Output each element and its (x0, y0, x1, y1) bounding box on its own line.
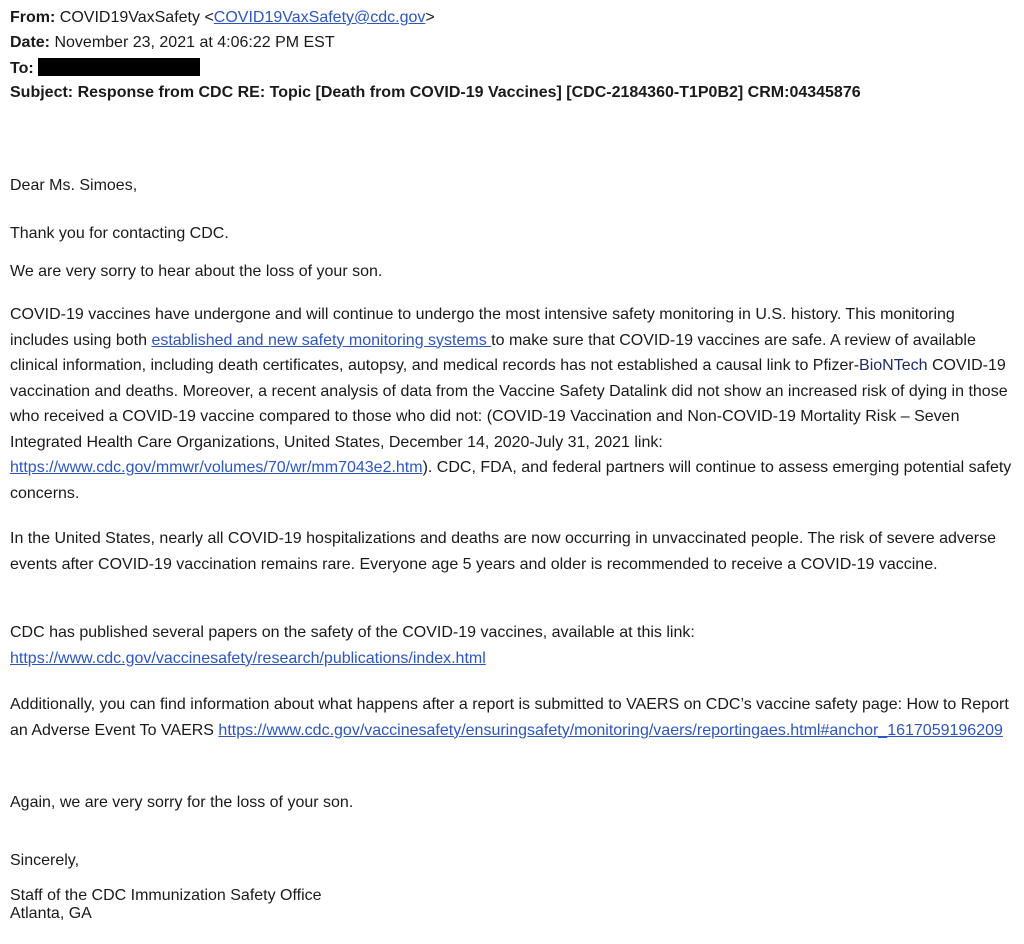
signature-line-2: Atlanta, GA (10, 905, 92, 922)
publications-link[interactable]: https://www.cdc.gov/vaccinesafety/research/publications/index.html (10, 649, 486, 667)
date-value: November 23, 2021 at 4:06:22 PM EST (54, 34, 335, 51)
p1-text-a: COVID-19 vaccines have undergone and will continue to undergo the most intensive safety monitoring in U.S. history. This monitoring includes using both (10, 306, 955, 349)
mmwr-link[interactable]: https://www.cdc.gov/mmwr/volumes/70/wr/mm7043e2.htm (10, 459, 423, 476)
from-gt: > (425, 9, 435, 26)
p1-text-c: COVID-19 vaccination and deaths. Moreover, a recent analysis of data from the Vaccine Safety Datalink did not show an increased risk of dying in those who received a COVID-19 vaccine compared to those who did not: (COVID-19 Vaccination and Non-COVID-19 Mortality Risk – Seven Integrated Health Care Organizations, United States, December 14, 2020-July 31, 2021 link: (10, 357, 1008, 451)
paragraph-publications (10, 620, 1014, 671)
p1-text-d: ). CDC, FDA, and federal partners will continue to assess emerging potential safety concerns. (10, 459, 1012, 502)
date-row (10, 33, 335, 53)
sincerely-text: Sincerely, (10, 852, 80, 869)
from-row (10, 8, 435, 28)
p4-text-a: Additionally, you can find information about what happens after a report is submitted to VAERS on CDC’s vaccine safety page: How to Report an Adverse Event To VAERS (10, 696, 1009, 739)
redacted-recipient (38, 58, 200, 76)
to-label: To: (10, 60, 34, 77)
signature-line-1: Staff of the CDC Immunization Safety Office (10, 887, 322, 904)
subject-row (10, 83, 861, 103)
subject-value: Response from CDC RE: Topic [Death from COVID-19 Vaccines] [CDC-2184360-T1P0B2] CRM:04345876 (77, 84, 861, 101)
from-label: From: (10, 9, 56, 26)
safety-monitoring-systems-link[interactable]: established and new safety monitoring systems (151, 331, 492, 349)
p1-text-b: to make sure that COVID-19 vaccines are safe. A review of available clinical information, including death certificates, autopsy, and medical records has not established a causal link to Pfizer- (10, 331, 976, 374)
p3-text-a: CDC has published several papers on the safety of the COVID-19 vaccines, available at this link: (10, 624, 695, 641)
from-name: COVID19VaxSafety (59, 9, 200, 26)
subject-label: Subject: (10, 84, 74, 101)
thanks-text: Thank you for contacting CDC. (10, 225, 229, 242)
paragraph-safety-monitoring (10, 302, 1014, 506)
vaers-link[interactable]: https://www.cdc.gov/vaccinesafety/ensuringsafety/monitoring/vaers/reportingaes.html#anchor_1617059196209 (218, 721, 1003, 739)
from-email-link[interactable]: COVID19VaxSafety@cdc.gov (213, 9, 426, 26)
greeting: Dear Ms. Simoes, (10, 177, 138, 194)
date-label: Date: (10, 34, 51, 51)
to-row (10, 58, 200, 79)
closing-condolence: Again, we are very sorry for the loss of your son. (10, 794, 354, 811)
biontech-text: BioNTech (859, 357, 928, 374)
paragraph-hospitalizations: In the United States, nearly all COVID-19 hospitalizations and deaths are now occurring in unvaccinated people. The risk of severe adverse events after COVID-19 vaccination remains rare. Everyone age 5 years and older is recommended to receive a COVID-19 vaccine. (10, 530, 997, 573)
paragraph-vaers (10, 692, 1014, 743)
condolence-text: We are very sorry to hear about the loss of your son. (10, 263, 383, 280)
from-lt: < (204, 9, 214, 26)
